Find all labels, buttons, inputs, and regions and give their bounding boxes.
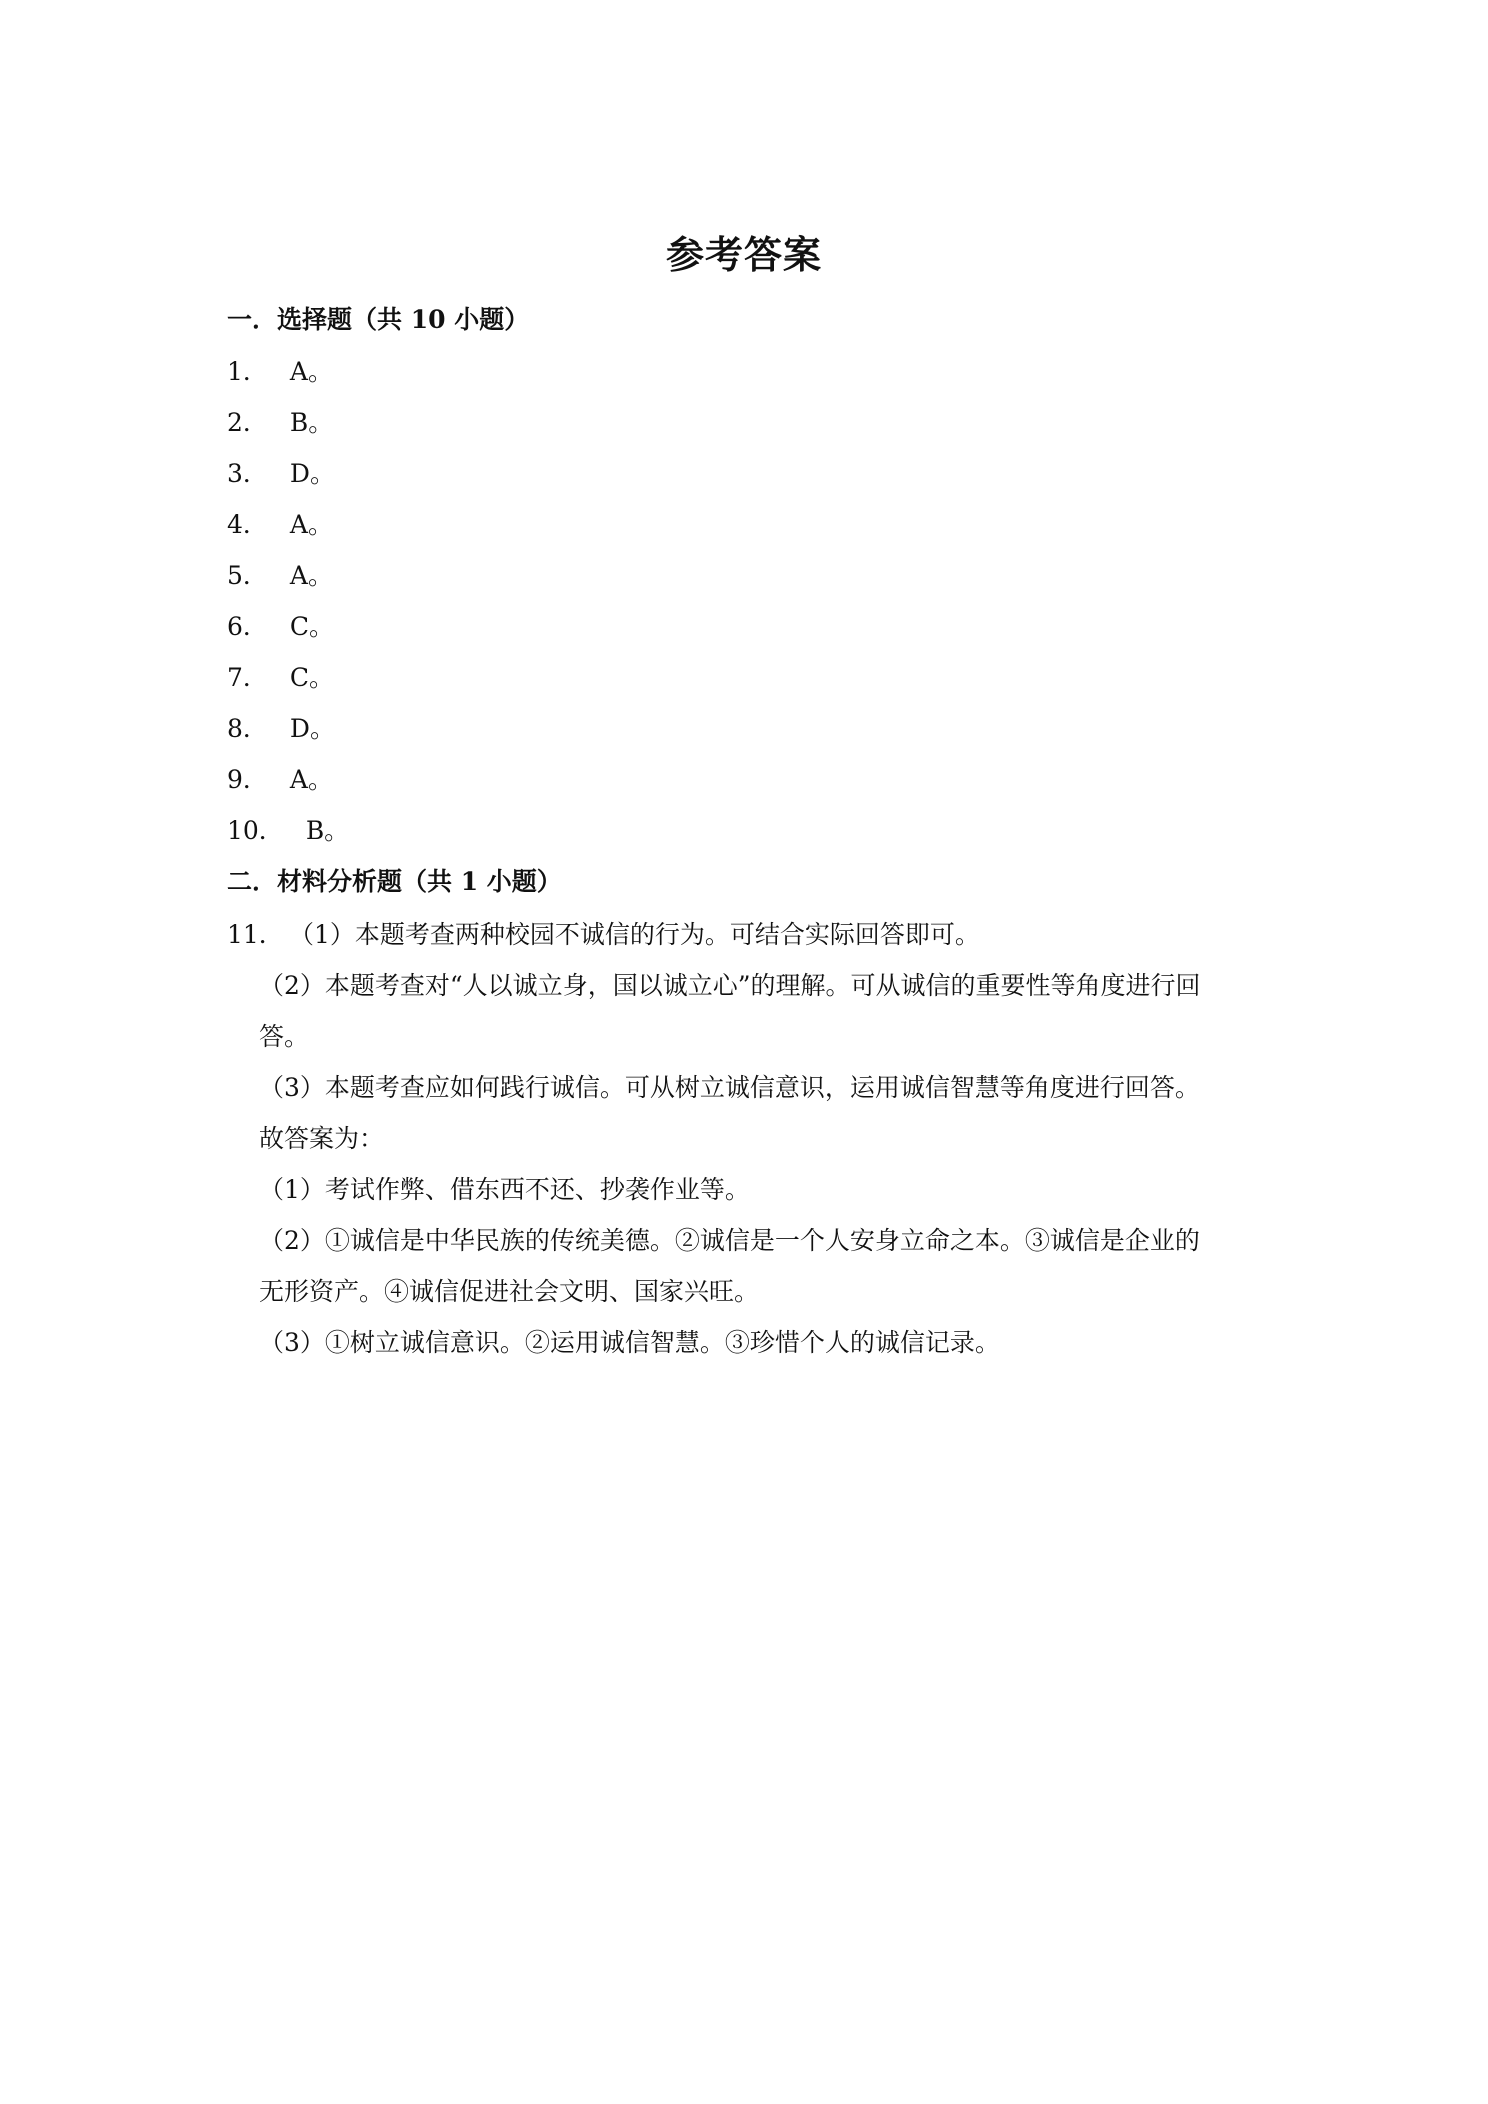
item-answer: B。 [305,816,350,845]
item-answer: D。 [289,459,335,488]
analysis-line: （2）①诚信是中华民族的传统美德。②诚信是一个人安身立命之本。③诚信是企业的 [259,1226,1200,1255]
list-item [227,405,333,441]
analysis-line: （3）①树立诚信意识。②运用诚信智慧。③珍惜个人的诚信记录。 [259,1328,1000,1357]
section-heading-choice: 一．选择题（共 10 小题） [227,305,530,334]
item-number: 3． [227,459,268,488]
analysis-line: 答。 [259,1022,310,1051]
item-answer: D。 [289,714,335,743]
analysis-line: 故答案为： [259,1124,385,1153]
list-item [227,711,335,747]
item-answer: A。 [289,510,333,539]
list-item [227,813,349,849]
item-answer: B。 [289,408,334,437]
analysis-line: （2）本题考查对“人以诚立身，国以诚立心”的理解。可从诚信的重要性等角度进行回 [259,971,1201,1000]
item-number: 5． [227,561,268,590]
item-number: 1． [227,357,268,386]
list-item [227,456,335,492]
item-number: 2． [227,408,268,437]
analysis-line: （1）考试作弊、借东西不还、抄袭作业等。 [259,1175,750,1204]
list-item [227,558,333,594]
question-number: 11． [227,920,284,949]
item-number: 4． [227,510,268,539]
item-answer: A。 [289,561,333,590]
list-item [227,762,333,798]
item-answer: A。 [289,765,333,794]
list-item [227,660,334,696]
item-answer: C。 [289,663,335,692]
page-title: 参考答案 [665,232,822,277]
item-number: 7． [227,663,268,692]
analysis-line: （1）本题考查两种校园不诚信的行为。可结合实际回答即可。 [289,920,980,949]
list-item [227,507,333,543]
item-number: 8． [227,714,268,743]
item-number: 6． [227,612,268,641]
item-answer: A。 [289,357,333,386]
list-item [227,609,334,645]
item-number: 10． [227,816,284,845]
item-answer: C。 [289,612,335,641]
analysis-line: 无形资产。④诚信促进社会文明、国家兴旺。 [259,1277,760,1306]
item-number: 9． [227,765,268,794]
section-heading-analysis: 二．材料分析题（共 1 小题） [227,867,562,896]
analysis-line: （3）本题考查应如何践行诚信。可从树立诚信意识，运用诚信智慧等角度进行回答。 [259,1073,1200,1102]
list-item [227,354,333,390]
